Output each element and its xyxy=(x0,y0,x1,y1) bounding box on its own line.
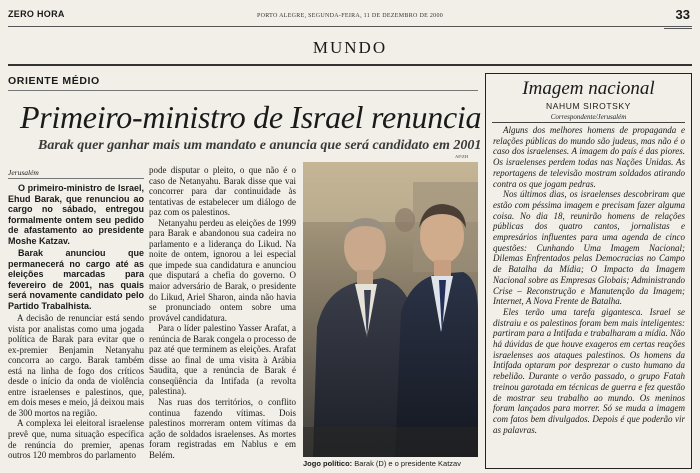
photo-credit: AP/ZH xyxy=(455,154,469,159)
article-column-2 xyxy=(149,165,296,460)
body-paragraph: Nas ruas dos territórios, o conflito continua fazendo vítimas. Dois palestinos morreram ontem vítimas da ação de soldados israelenses. As mortes foram registradas em Nablus e em Belém. xyxy=(149,397,296,460)
column-title: Imagem nacional xyxy=(522,78,655,99)
news-photo xyxy=(303,162,478,457)
body-paragraph: Para o líder palestino Yasser Arafat, a renúncia de Barak congela o processo de paz até que terminem as eleições. Arafat disse ao final de uma visita à Arábia Saudita, que a renúncia de Barak é conseqüência da Intifada (a revolta palestina). xyxy=(149,323,296,397)
body-paragraph: pode disputar o pleito, o que não é o caso de Netanyahu. Barak disse que vai concorrer para dar continuidade às tentativas de estabelecer um diálogo de paz com os palestinos. xyxy=(149,165,296,218)
article-dateline: Jerusalém xyxy=(8,168,39,177)
column-paragraph: Alguns dos melhores homens de propaganda e relações públicas do mundo são judeus, mas não é o caso dos israelenses. A imagem do país é das piores. Os israelenses perdem todas nas Nações Unidas. As reportagens de televisão mostram soldados atirando contra os que jogam pedras. xyxy=(493,125,685,189)
article-column-1 xyxy=(8,183,144,461)
body-paragraph: Netanyahu perdeu as eleições de 1999 para Barak e abandonou sua cadeira no parlamento e a liderança do Likud. Na noite de ontem, ignorou a lei especial que impede sua candidatura e anunciou que disputará a chefia do governo. O maior adversário de Barak, o presidente do Likud, Ariel Sharon, ainda não havia se pronunciado ontem sobre uma provável candidatura. xyxy=(149,217,296,323)
section-rule xyxy=(8,64,692,66)
newspaper-name: ZERO HORA xyxy=(8,9,65,19)
column-author: NAHUM SIROTSKY xyxy=(546,101,631,111)
article-subheadline: Barak quer ganhar mais um mandato e anuncia que será candidato em 2001 xyxy=(38,138,482,153)
page-number: 33 xyxy=(675,7,690,22)
body-paragraph: A decisão de renunciar está sendo vista por analistas como uma jogada política de Barak para evitar que o ex-premier Benjamin Netanyahu concorra ao cargo. Barak também está na linha de fogo dos críticos desde o início da onda de violência entre israelenses e palestinos, que, em dois meses e meio, já deixou mais de 300 mortos na região. xyxy=(8,313,144,418)
column-paragraph: Nos últimos dias, os israelenses descobriram que estão com péssima imagem e precisam fazer alguma coisa. No dia 18, reunirão homens de relações públicas dos quatro cantos, jornalistas e empresários influentes para uma agenda de cinco questões: Cunhando Uma Imagem Nacional; Dilemas Enfrentados pelas Democracias no Campo de Batalha da Mídia; O Impacto da Imagem Nacional sobre as Empresas Globais; Administrando Crise – Reconstrução e Manutenção da Imagem; Internet, A Nova Frente de Batalha. xyxy=(493,189,685,307)
article-kicker: ORIENTE MÉDIO xyxy=(8,75,100,87)
header-rule xyxy=(8,26,692,27)
section-title: MUNDO xyxy=(312,38,388,57)
photo-caption-text: Barak (D) e o presidente Katzav xyxy=(352,459,461,468)
column-body xyxy=(493,125,685,435)
page-number-rule xyxy=(664,28,692,29)
issue-date: PORTO ALEGRE, SEGUNDA-FEIRA, 11 DE DEZEMBRO DE 2000 xyxy=(256,13,444,19)
lead-paragraph: Barak anunciou que permanecerá no cargo até as eleições marcadas para fevereiro de 2001, nas quais será novamente candidato pelo Partido Trabalhista. xyxy=(8,248,144,311)
body-paragraph: A complexa lei eleitoral israelense prevê que, numa situação específica de renúncia do premier, apenas outros 120 membros do parlamento xyxy=(8,418,144,461)
lead-paragraph: O primeiro-ministro de Israel, Ehud Barak, que renunciou ao cargo no sábado, entregou formalmente ontem seu pedido de afastamento ao presidente Moshe Katzav. xyxy=(8,183,144,246)
photo-caption xyxy=(303,459,461,468)
photo-caption-lead: Jogo político: xyxy=(303,459,353,468)
column-author-role: Correspondente/Jerusalém xyxy=(550,113,627,121)
kicker-rule xyxy=(8,90,478,91)
dateline-rule xyxy=(8,178,144,179)
article-headline: Primeiro-ministro de Israel renuncia xyxy=(20,99,482,135)
column-paragraph: Eles terão uma tarefa gigantesca. Israel se distraiu e os palestinos foram bem mais inteligentes: partiram para a Intifada e trabalharam a mídia. Não há dúvidas de que houve exageros em certas reações israelenses aos ataques palestinos. Os homens da Intifada optaram por desprezar o custo humano da rebelião. Durante o verão passado, o grupo Fatah treinou garotada em técnicas de guerra e fez questão de mostrar seu trabalho ao mundo. Os meninos foram lançados para morrer. Só se muda a imagem com fatos bem divulgados. Depois é que poderão vir as palavras. xyxy=(493,306,685,435)
column-rule xyxy=(492,122,685,123)
